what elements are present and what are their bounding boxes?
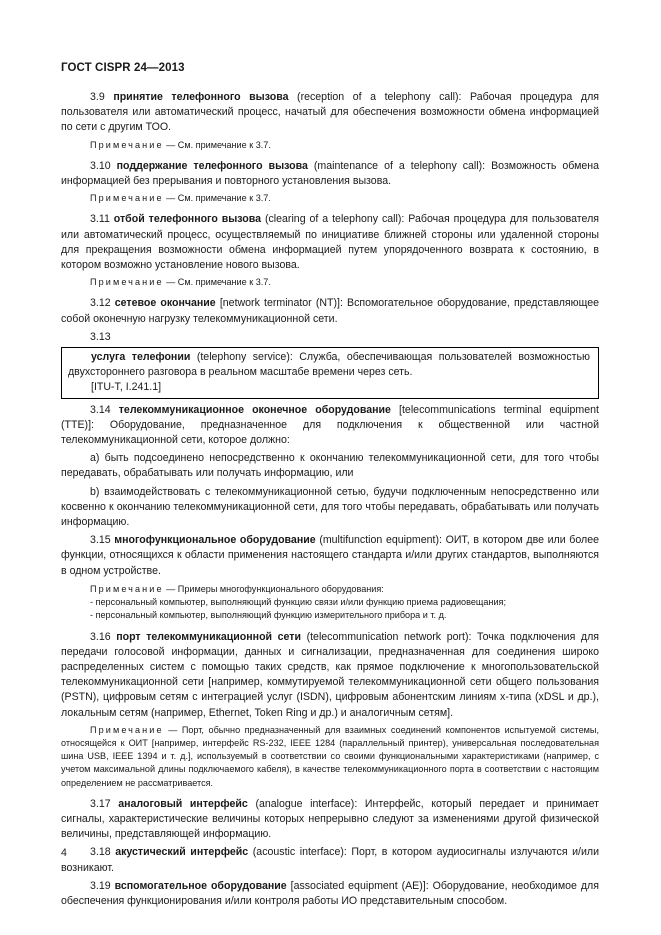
clause-text: [associated equipment (AE)]: Оборудование, необходимое для обеспечения функционирования и/или контроля работы ИО представительным способом. — [61, 879, 599, 907]
clause-number: 3.15 — [90, 534, 111, 547]
clause-term: принятие телефонного вызова — [113, 91, 289, 103]
clause-text: (multifunction equipment): ОИТ, в котором две или более функции, относящихся к области применения настоящего стандарта и/или других стандартов, выполняются в одном устройстве. — [61, 534, 599, 577]
note-3-9 — [61, 139, 599, 152]
clause-text: (reception of a telephony call): Рабочая процедура для пользователя или автоматический процесс, начатый для обеспечения возможности обмена информацией по сети с другим ТОО. — [61, 91, 599, 134]
note-text: — См. примечание к 3.7. — [166, 277, 271, 288]
clause-number: 3.11 — [90, 213, 110, 226]
clause-3-13-box — [61, 347, 599, 399]
clause-3-17 — [61, 797, 599, 843]
clause-3-15 — [61, 533, 599, 579]
clause-number: 3.9 — [90, 91, 105, 103]
clause-text: (analogue interface): Интерфейс, который передает и принимает сигналы, характеристические величины которых непрерывно следуют за изменениями другой физической величины, представляющей информацию. — [61, 797, 599, 841]
clause-3-10 — [61, 159, 599, 189]
clause-3-19 — [61, 879, 599, 909]
clause-term: многофункциональное оборудование — [114, 534, 316, 547]
note-list-item: - персональный компьютер, выполняющий функцию связи и/или функцию приема радиовещания; — [90, 597, 506, 608]
clause-number: 3.16 — [90, 630, 111, 643]
clause-text: (maintenance of a telephony call): Возможность обмена информацией без прерывания и повторного установления вызова. — [61, 159, 599, 188]
clause-term: акустический интерфейс — [115, 846, 249, 859]
clause-term: отбой телефонного вызова — [113, 213, 262, 226]
note-text: — Порт, обычно предназначенный для взаимных соединений компонентов испытуемой системы, относящейся к ОИТ [например, интерфейс RS-232, IEEE 1284 (параллельный принтер), универсальная последовательная шина USB, IEEE 1394 и т. д.], используемый в соответствии со своими функциональными характеристиками (например, с учетом максимальной длины подключаемого кабеля), в качестве телекоммуникационного порта в соответствии с настоящим определением не рассматривается. — [61, 724, 599, 788]
clause-number: 3.10 — [90, 159, 111, 172]
note-label: Примечание — [90, 277, 164, 288]
clause-number: 3.14 — [90, 403, 111, 416]
clause-term: телекоммуникационное оконечное оборудование — [118, 403, 391, 416]
clause-term: поддержание телефонного вызова — [116, 159, 308, 172]
document-body — [61, 90, 599, 912]
clause-term: услуга телефонии — [91, 351, 191, 364]
clause-3-12 — [61, 296, 599, 326]
clause-3-11 — [61, 212, 599, 273]
note-label: Примечание — [90, 139, 164, 150]
note-text: — Примеры многофункционального оборудования: — [166, 583, 384, 594]
note-label: Примечание — [90, 583, 164, 594]
clause-3-16 — [61, 630, 599, 721]
clause-number: 3.18 — [90, 846, 111, 859]
clause-term: аналоговый интерфейс — [118, 797, 248, 810]
clause-number: 3.12 — [90, 297, 111, 310]
clause-text: [network terminator (NT)]: Вспомогательное оборудование, представляющее собой оконечную нагрузку телекоммуникационной сети. — [61, 297, 599, 325]
note-3-15 — [61, 583, 599, 623]
clause-text: (acoustic interface): Порт, в котором аудиосигналы излучаются и/или возникают. — [61, 846, 599, 874]
clause-term: сетевое окончание — [114, 297, 216, 310]
clause-3-14-item-b: b) взаимодействовать с телекоммуникационной сетью, будучи подключенным непосредственно или косвенно к окончанию телекоммуникационной сети, для того чтобы передавать, обрабатывать или получать информацию. — [61, 485, 599, 529]
document-header: ГОСТ CISPR 24—2013 — [61, 62, 185, 74]
clause-3-13 — [68, 350, 590, 380]
note-3-11 — [61, 276, 599, 289]
clause-text: (telephony service): Служба, обеспечивающая пользователей возможностью двухстороннего разговора в реальном масштабе времени через сеть. — [68, 351, 590, 379]
clause-number: 3.19 — [90, 879, 111, 892]
clause-3-9 — [61, 90, 599, 136]
clause-reference: [ITU-T, I.241.1] — [91, 381, 162, 394]
clause-3-14 — [61, 403, 599, 449]
note-label: Примечание — [90, 193, 164, 204]
clause-number: 3.17 — [90, 797, 111, 810]
note-3-10 — [61, 192, 599, 205]
clause-text: (telecommunication network port): Точка подключения для передачи голосовой информации, данных и сигнализации, предназначенная для соединения широко распределенных систем с помощью таких средств, как прямое подключение к многопользовательской телекоммуникационной сети [например, коммутируемой телекоммуникационной сети общего пользования (PSTN), цифровым сетям с интеграцией услуг (ISDN), цифровым абонентским линиям x-типа (xDSL и др.), локальным сетям (например, Ethernet, Token Ring и др.) и аналогичным сетям]. — [61, 630, 599, 719]
clause-text: (clearing of a telephony call): Рабочая процедура для пользователя или автоматический процесс, осуществляемый по инициативе ближней стороны или удаленной стороны для прекращения возможности обмена информацией путем упорядоченного возврата к состоянию, в котором возможно установление нового вызова. — [61, 213, 599, 272]
clause-3-14-item-a: а) быть подсоединено непосредственно к окончанию телекоммуникационной сети, для того чтобы передавать, обрабатывать или получать информацию, или — [61, 452, 599, 480]
note-text: — См. примечание к 3.7. — [166, 139, 271, 150]
clause-text: [telecommunications terminal equipment (TTE)]: Оборудование, предназначенное для подключения к общественной или частной телекоммуникационной сети, которое должно: — [61, 403, 599, 447]
note-3-16 — [61, 724, 599, 790]
note-head — [61, 583, 599, 596]
page-number: 4 — [61, 847, 67, 859]
clause-term: порт телекоммуникационной сети — [116, 630, 301, 643]
note-text: — См. примечание к 3.7. — [166, 193, 271, 204]
clause-3-18 — [61, 845, 599, 875]
clause-3-13-number: 3.13 — [90, 330, 111, 343]
note-label: Примечание — [90, 724, 164, 735]
clause-term: вспомогательное оборудование — [114, 879, 287, 892]
note-list-item: - персональный компьютер, выполняющий функцию измерительного прибора и т. д. — [90, 610, 447, 621]
